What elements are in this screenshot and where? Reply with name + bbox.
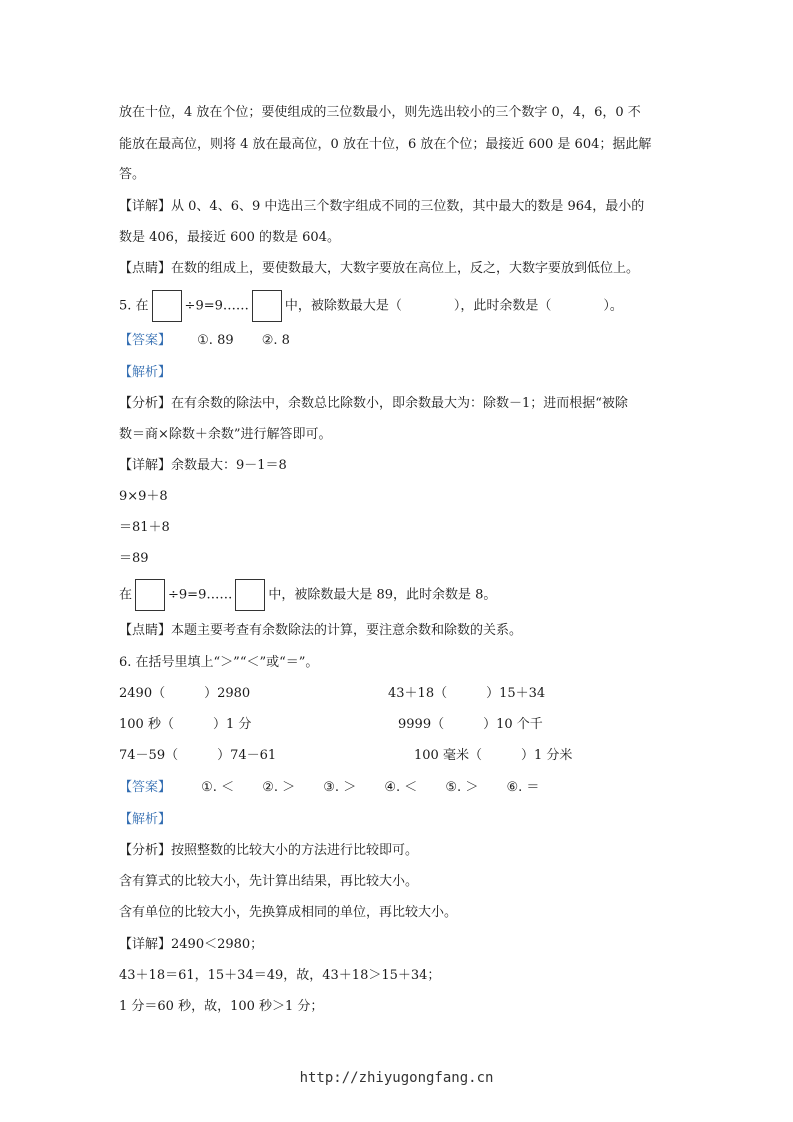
question-tail: 中，被除数最大是（ ），此时余数是（ ）。 — [284, 298, 623, 314]
analysis-tag: 【解析】 — [119, 365, 172, 380]
compare-item: 43＋18（ ）15＋34 — [388, 686, 546, 701]
fenxi-tag: 【分析】 — [119, 396, 172, 411]
q5-point — [119, 622, 522, 640]
q5-answer — [119, 332, 290, 350]
text-line: 答。 — [119, 167, 146, 182]
text-line: 43＋18＝61，15＋34＝49，故，43＋18＞15＋34； — [119, 968, 441, 983]
compare-item: 100 毫米（ ）1 分米 — [414, 748, 573, 763]
calc-line: ＝89 — [119, 551, 149, 566]
detail-tag: 【详解】 — [119, 937, 172, 952]
compare-item: 74－59（ ）74－61 — [119, 748, 277, 763]
answer-item: ②. 8 — [261, 333, 290, 348]
answer-item: ④. ＜ — [384, 780, 418, 795]
q6-answer — [119, 779, 539, 797]
text-line: 能放在最高位，则将 4 放在最高位，0 放在十位，6 放在个位；最接近 600 是 604；据此解 — [119, 137, 652, 152]
result-mid: ÷9=9…… — [168, 587, 233, 603]
q6-detail — [119, 936, 263, 954]
calc-line: 9×9＋8 — [119, 489, 168, 504]
calc-line: ＝81＋8 — [119, 520, 170, 535]
blank-box — [135, 579, 165, 611]
point-text: 本题主要考查有余数除法的计算，要注意余数和除数的关系。 — [171, 623, 523, 638]
compare-item: 2490（ ）2980 — [119, 686, 251, 701]
q6-fenxi — [119, 842, 418, 860]
detail-text: 从 0、4、6、9 中选出三个数字组成不同的三位数，其中最大的数是 964，最小的 — [171, 199, 645, 214]
q4-detail — [119, 198, 644, 216]
compare-item: 100 秒（ ）1 分 — [119, 717, 252, 732]
fenxi-text: 按照整数的比较大小的方法进行比较即可。 — [171, 843, 419, 858]
question-5 — [119, 290, 623, 323]
answer-item: ③. ＞ — [323, 780, 357, 795]
q5-result — [119, 579, 496, 612]
detail-text: 2490＜2980； — [171, 937, 264, 952]
result-head: 在 — [119, 587, 133, 603]
q4-point — [119, 260, 639, 278]
result-tail: 中，被除数最大是 89，此时余数是 8。 — [268, 587, 497, 603]
text-line: 数是 406，最接近 600 的数是 604。 — [119, 230, 340, 245]
blank-box — [235, 579, 265, 611]
answer-item: ②. ＞ — [262, 780, 296, 795]
detail-tag: 【详解】 — [119, 199, 172, 214]
question-number: 5. 在 — [119, 298, 149, 314]
fenxi-text: 在有余数的除法中，余数总比除数小，即余数最大为：除数－1；进而根据“被除 — [171, 396, 628, 411]
answer-tag: 【答案】 — [119, 780, 172, 795]
fenxi-tag: 【分析】 — [119, 843, 172, 858]
text-line: 放在十位，4 放在个位；要使组成的三位数最小，则先选出较小的三个数字 0，4，6，0 不 — [119, 105, 641, 120]
detail-tag: 【详解】 — [119, 458, 172, 473]
footer-url: http://zhiyugongfang.cn — [299, 1070, 494, 1086]
blank-box — [252, 290, 282, 322]
detail-text: 余数最大：9－1＝8 — [171, 458, 287, 473]
answer-item: ⑤. ＞ — [445, 780, 479, 795]
compare-item: 9999（ ）10 个千 — [398, 717, 543, 732]
text-line: 1 分＝60 秒，故，100 秒＞1 分； — [119, 999, 324, 1014]
q5-fenxi — [119, 395, 628, 413]
answer-item: ①. 89 — [197, 333, 234, 348]
point-tag: 【点睛】 — [119, 261, 172, 276]
text-line: 数＝商×除数＋余数”进行解答即可。 — [119, 427, 332, 442]
q5-detail — [119, 457, 287, 475]
question-6: 6. 在括号里填上“＞”“＜”或“＝”。 — [119, 655, 319, 670]
answer-item: ①. ＜ — [201, 780, 235, 795]
answer-item: ⑥. ＝ — [506, 780, 540, 795]
text-line: 含有算式的比较大小，先计算出结果，再比较大小。 — [119, 874, 419, 889]
point-tag: 【点睛】 — [119, 623, 172, 638]
blank-box — [152, 290, 182, 322]
question-mid: ÷9=9…… — [184, 298, 249, 314]
analysis-tag: 【解析】 — [119, 812, 172, 827]
text-line: 含有单位的比较大小，先换算成相同的单位，再比较大小。 — [119, 905, 458, 920]
answer-tag: 【答案】 — [119, 333, 172, 348]
point-text: 在数的组成上，要使数最大，大数字要放在高位上，反之，大数字要放到低位上。 — [171, 261, 640, 276]
